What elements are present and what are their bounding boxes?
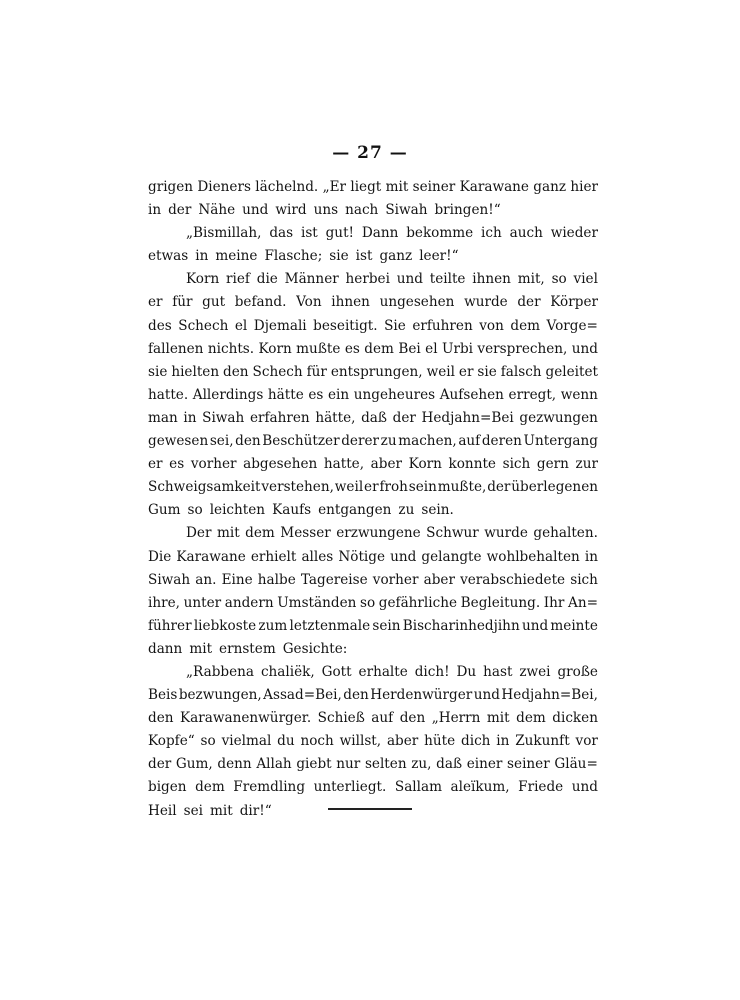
- word: An=: [568, 594, 598, 611]
- word: daß: [361, 409, 387, 426]
- word: dem: [195, 779, 225, 796]
- word: dich!: [414, 663, 450, 680]
- word: auf: [458, 433, 481, 450]
- word: und: [571, 779, 598, 796]
- word: Gläu=: [554, 756, 598, 773]
- word: in: [496, 733, 510, 750]
- word: hüte: [424, 733, 456, 750]
- word: bekomme: [406, 225, 474, 242]
- word: hätte,: [315, 409, 356, 426]
- word: er: [364, 479, 379, 496]
- word: es: [344, 340, 360, 357]
- word: Hedjahn=Bei: [421, 409, 514, 426]
- word: zu,: [411, 756, 432, 773]
- word: Gum,: [175, 756, 213, 773]
- word: andern: [224, 594, 274, 611]
- word: herbei: [345, 271, 390, 288]
- word: chaliëk,: [260, 663, 315, 680]
- word: ihre,: [148, 594, 180, 611]
- text-line: [148, 338, 598, 361]
- word: und: [571, 340, 598, 357]
- word: gezwungen: [519, 409, 598, 426]
- word: gelangte: [421, 548, 482, 565]
- word: zu: [398, 502, 415, 519]
- word: den: [223, 363, 249, 380]
- word: wird: [275, 202, 307, 219]
- word: Die: [148, 548, 172, 565]
- word: dich: [461, 733, 491, 750]
- word: etwas: [148, 248, 189, 265]
- word: entsprungen,: [330, 363, 423, 380]
- word: Allerdings: [192, 386, 264, 403]
- word: vor: [575, 733, 598, 750]
- text-line: [148, 222, 598, 245]
- word: befand.: [234, 294, 287, 311]
- word: sie: [148, 363, 168, 380]
- word: wenn: [560, 386, 598, 403]
- word: den: [343, 687, 369, 704]
- word: ich: [481, 225, 502, 242]
- word: gehalten.: [533, 525, 598, 542]
- word: seiner: [412, 179, 456, 195]
- word: so: [200, 733, 216, 750]
- word: zwei: [519, 663, 551, 680]
- word: abgesehen: [243, 456, 318, 473]
- word: so: [360, 594, 376, 611]
- word: Nähe: [198, 202, 236, 219]
- word: verstehen,: [261, 479, 334, 496]
- word: dem: [245, 525, 275, 542]
- word: liebkoste: [193, 617, 257, 634]
- word: Friede: [518, 779, 564, 796]
- word: Nötige: [338, 548, 385, 565]
- text-line: [148, 384, 598, 407]
- text-line: [148, 268, 598, 291]
- word: Karawane: [176, 548, 246, 565]
- word: Assad=Bei,: [263, 687, 342, 704]
- word: Eine: [221, 571, 253, 588]
- word: er: [148, 294, 163, 311]
- word: weil: [334, 479, 364, 496]
- word: so: [187, 502, 203, 519]
- word: erzwungene: [336, 525, 421, 542]
- word: liegt: [350, 179, 382, 195]
- word: ungeheures: [353, 386, 436, 403]
- word: Karawane: [459, 179, 529, 195]
- word: beseitigt.: [313, 317, 378, 334]
- word: Dieners: [197, 179, 251, 195]
- word: fallenen: [148, 340, 204, 357]
- word: Dann: [361, 225, 399, 242]
- text-line: [148, 546, 598, 569]
- word: Siwah: [148, 571, 191, 588]
- word: ihnen: [472, 271, 511, 288]
- word: ungesehen: [379, 294, 455, 311]
- word: zu: [380, 433, 397, 450]
- word: Korn: [258, 340, 292, 357]
- word: sich: [502, 456, 531, 473]
- word: dem: [364, 340, 394, 357]
- text-line: [148, 245, 598, 268]
- text-line: [148, 315, 598, 338]
- word: sein: [408, 479, 437, 496]
- word: Du: [456, 663, 477, 680]
- word: es: [169, 456, 185, 473]
- word: Von: [296, 294, 322, 311]
- word: Ihr: [543, 594, 565, 611]
- text-line: [148, 638, 598, 661]
- word: giebt: [296, 756, 332, 773]
- word: erfuhren: [412, 317, 473, 334]
- text-line: [148, 707, 598, 730]
- word: und: [390, 548, 417, 565]
- word: der: [168, 202, 192, 219]
- word: ein: [328, 386, 350, 403]
- word: in: [183, 409, 197, 426]
- word: von: [479, 317, 504, 334]
- text-line: [148, 199, 598, 222]
- text-line: [148, 776, 598, 799]
- word: daß: [436, 756, 463, 773]
- word: hätte: [267, 386, 304, 403]
- section-end-rule: [328, 808, 412, 810]
- word: auf: [371, 710, 394, 727]
- word: auch: [509, 225, 543, 242]
- word: der: [148, 756, 172, 773]
- word: gut: [202, 294, 226, 311]
- word: Vorge=: [546, 317, 598, 334]
- word: nur: [336, 756, 361, 773]
- word: rief: [226, 271, 250, 288]
- word: letztenmale: [289, 617, 371, 634]
- word: „Er: [322, 179, 347, 195]
- word: an.: [195, 571, 217, 588]
- word: grigen: [148, 179, 194, 195]
- word: hielten: [171, 363, 220, 380]
- word: Kopfe“: [148, 733, 195, 750]
- word: Bischarinhedjihn: [402, 617, 520, 634]
- word: Siwah: [385, 202, 428, 219]
- word: noch: [300, 733, 334, 750]
- word: meinte: [550, 617, 598, 634]
- word: Männer: [284, 271, 339, 288]
- word: Bei: [398, 340, 421, 357]
- word: entgangen: [318, 502, 392, 519]
- word: Siwah: [202, 409, 245, 426]
- word: Tagereise: [300, 571, 368, 588]
- word: so: [551, 271, 567, 288]
- word: mit: [216, 525, 240, 542]
- word: machen,: [398, 433, 457, 450]
- word: überlegenen: [511, 479, 598, 496]
- word: mußte,: [437, 479, 487, 496]
- word: dir!“: [239, 802, 272, 819]
- text-line: [148, 615, 598, 638]
- word: Korn: [186, 271, 220, 288]
- word: Der: [186, 525, 212, 542]
- text-line: [148, 569, 598, 592]
- word: sie: [329, 248, 349, 265]
- word: sich: [570, 571, 598, 588]
- word: nach: [345, 202, 379, 219]
- word: Sallam: [394, 779, 442, 796]
- word: bigen: [148, 779, 187, 796]
- word: den: [148, 710, 174, 727]
- word: lächelnd.: [255, 179, 319, 195]
- word: dicken: [552, 710, 598, 727]
- word: in: [195, 248, 209, 265]
- word: Aufsehen: [439, 386, 504, 403]
- text-line: [148, 753, 598, 776]
- word: Schieß: [317, 710, 365, 727]
- word: für: [306, 363, 327, 380]
- word: Gott: [321, 663, 352, 680]
- word: Beis: [148, 687, 178, 704]
- word: Sie: [384, 317, 406, 334]
- word: die: [256, 271, 278, 288]
- word: falsch: [500, 363, 542, 380]
- word: und: [473, 687, 500, 704]
- word: willst,: [339, 733, 382, 750]
- word: vorher: [372, 571, 419, 588]
- word: aleïkum,: [450, 779, 510, 796]
- word: „Herrn: [431, 710, 481, 727]
- word: der: [392, 409, 416, 426]
- word: gefährliche: [378, 594, 458, 611]
- word: „Bismillah,: [186, 225, 262, 242]
- word: vorher: [190, 456, 237, 473]
- word: Urbi: [441, 340, 473, 357]
- word: viel: [573, 271, 598, 288]
- word: Beschützer: [262, 433, 340, 450]
- word: sein.: [421, 502, 454, 519]
- text-line: [148, 476, 598, 499]
- word: Herdenwürger: [370, 687, 473, 704]
- word: Gesichte:: [282, 640, 348, 657]
- word: konnte: [448, 456, 496, 473]
- text-line: [148, 361, 598, 384]
- word: ernstem: [219, 640, 276, 657]
- word: mit: [189, 640, 213, 657]
- word: und: [521, 617, 549, 634]
- word: Allah: [256, 756, 292, 773]
- word: hier: [570, 179, 598, 195]
- word: mußte: [296, 340, 341, 357]
- word: Kaufs: [272, 502, 312, 519]
- word: aber: [386, 733, 419, 750]
- word: wurde: [484, 525, 528, 542]
- word: große: [557, 663, 598, 680]
- word: dem: [510, 317, 541, 334]
- word: bezwungen,: [178, 687, 262, 704]
- word: es: [308, 386, 324, 403]
- word: Hedjahn=Bei,: [501, 687, 598, 704]
- word: mit: [385, 179, 409, 195]
- word: leer!“: [419, 248, 459, 265]
- word: für: [172, 294, 193, 311]
- word: man: [148, 409, 178, 426]
- word: meine: [215, 248, 258, 265]
- text-line: [148, 453, 598, 476]
- word: gern: [536, 456, 569, 473]
- body-text: [148, 176, 598, 823]
- word: Heil: [148, 802, 177, 819]
- word: Begleitung.: [460, 594, 541, 611]
- word: er: [458, 363, 474, 380]
- text-line: [148, 430, 598, 453]
- word: in: [584, 548, 598, 565]
- word: der: [517, 294, 541, 311]
- text-line: [148, 684, 598, 707]
- word: deren: [481, 433, 522, 450]
- word: zum: [258, 617, 288, 634]
- word: uns: [313, 202, 339, 219]
- word: hatte.: [148, 386, 189, 403]
- word: nichts.: [207, 340, 255, 357]
- word: sie: [477, 363, 497, 380]
- word: ist: [355, 248, 373, 265]
- word: erhalte: [358, 663, 408, 680]
- word: leichten: [209, 502, 266, 519]
- text-line: [148, 592, 598, 615]
- word: wurde: [464, 294, 508, 311]
- word: Untergang: [523, 433, 598, 450]
- word: erregt,: [508, 386, 557, 403]
- word: teilte: [429, 271, 466, 288]
- word: Djemali: [253, 317, 307, 334]
- word: dem: [516, 710, 546, 727]
- word: in: [148, 202, 162, 219]
- word: sei,: [209, 433, 234, 450]
- word: halbe: [257, 571, 296, 588]
- word: ihnen: [331, 294, 370, 311]
- word: selten: [364, 756, 407, 773]
- word: Gum: [148, 502, 181, 519]
- text-line: [148, 407, 598, 430]
- page-number: — 27 —: [332, 143, 408, 163]
- word: versprechen,: [477, 340, 568, 357]
- word: ganz: [533, 179, 567, 195]
- word: Fremdling: [233, 779, 306, 796]
- word: Schech: [178, 317, 229, 334]
- word: Karawanenwürger.: [180, 710, 312, 727]
- word: Flasche;: [264, 248, 323, 265]
- word: mit,: [517, 271, 545, 288]
- word: zur: [575, 456, 598, 473]
- word: gut!: [325, 225, 354, 242]
- word: mit: [209, 802, 233, 819]
- word: du: [277, 733, 295, 750]
- word: des: [148, 317, 172, 334]
- word: Körper: [550, 294, 598, 311]
- word: el: [425, 340, 438, 357]
- word: führer: [148, 617, 192, 634]
- word: mit: [486, 710, 510, 727]
- word: und: [242, 202, 269, 219]
- word: der: [487, 479, 511, 496]
- word: wohlbehalten: [486, 548, 580, 565]
- text-line: [148, 291, 598, 314]
- word: aber: [423, 571, 455, 588]
- text-line: [148, 730, 598, 753]
- word: derer: [341, 433, 380, 450]
- word: er: [148, 456, 163, 473]
- word: wieder: [550, 225, 598, 242]
- word: ist: [300, 225, 318, 242]
- word: hatte,: [323, 456, 365, 473]
- text-line: [148, 522, 598, 545]
- word: geleitet: [545, 363, 598, 380]
- word: das: [269, 225, 294, 242]
- text-line: [148, 176, 598, 199]
- word: „Rabbena: [186, 663, 255, 680]
- word: sein: [372, 617, 401, 634]
- word: sei: [183, 802, 203, 819]
- text-line: [148, 499, 598, 522]
- word: erfahren: [249, 409, 310, 426]
- word: aber: [370, 456, 403, 473]
- word: unterliegt.: [313, 779, 387, 796]
- word: hast: [483, 663, 513, 680]
- word: Zukunft: [515, 733, 570, 750]
- word: vielmal: [221, 733, 272, 750]
- word: froh: [379, 479, 408, 496]
- word: und: [396, 271, 423, 288]
- word: el: [234, 317, 248, 334]
- word: Umständen: [277, 594, 357, 611]
- word: dann: [148, 640, 183, 657]
- word: seiner: [507, 756, 550, 773]
- word: ganz: [379, 248, 413, 265]
- word: erhielt: [250, 548, 297, 565]
- word: den: [235, 433, 261, 450]
- word: Schweigsamkeit: [148, 479, 261, 496]
- word: den: [399, 710, 426, 727]
- word: weil: [426, 363, 455, 380]
- word: Schwur: [426, 525, 479, 542]
- word: verabschiedete: [460, 571, 566, 588]
- word: Korn: [408, 456, 442, 473]
- word: einer: [466, 756, 503, 773]
- text-line: [148, 800, 598, 823]
- word: denn: [217, 756, 252, 773]
- word: Schech: [252, 363, 303, 380]
- word: Messer: [280, 525, 331, 542]
- word: unter: [183, 594, 222, 611]
- text-line: [148, 661, 598, 684]
- word: alles: [301, 548, 334, 565]
- word: gewesen: [148, 433, 209, 450]
- word: bringen!“: [434, 202, 501, 219]
